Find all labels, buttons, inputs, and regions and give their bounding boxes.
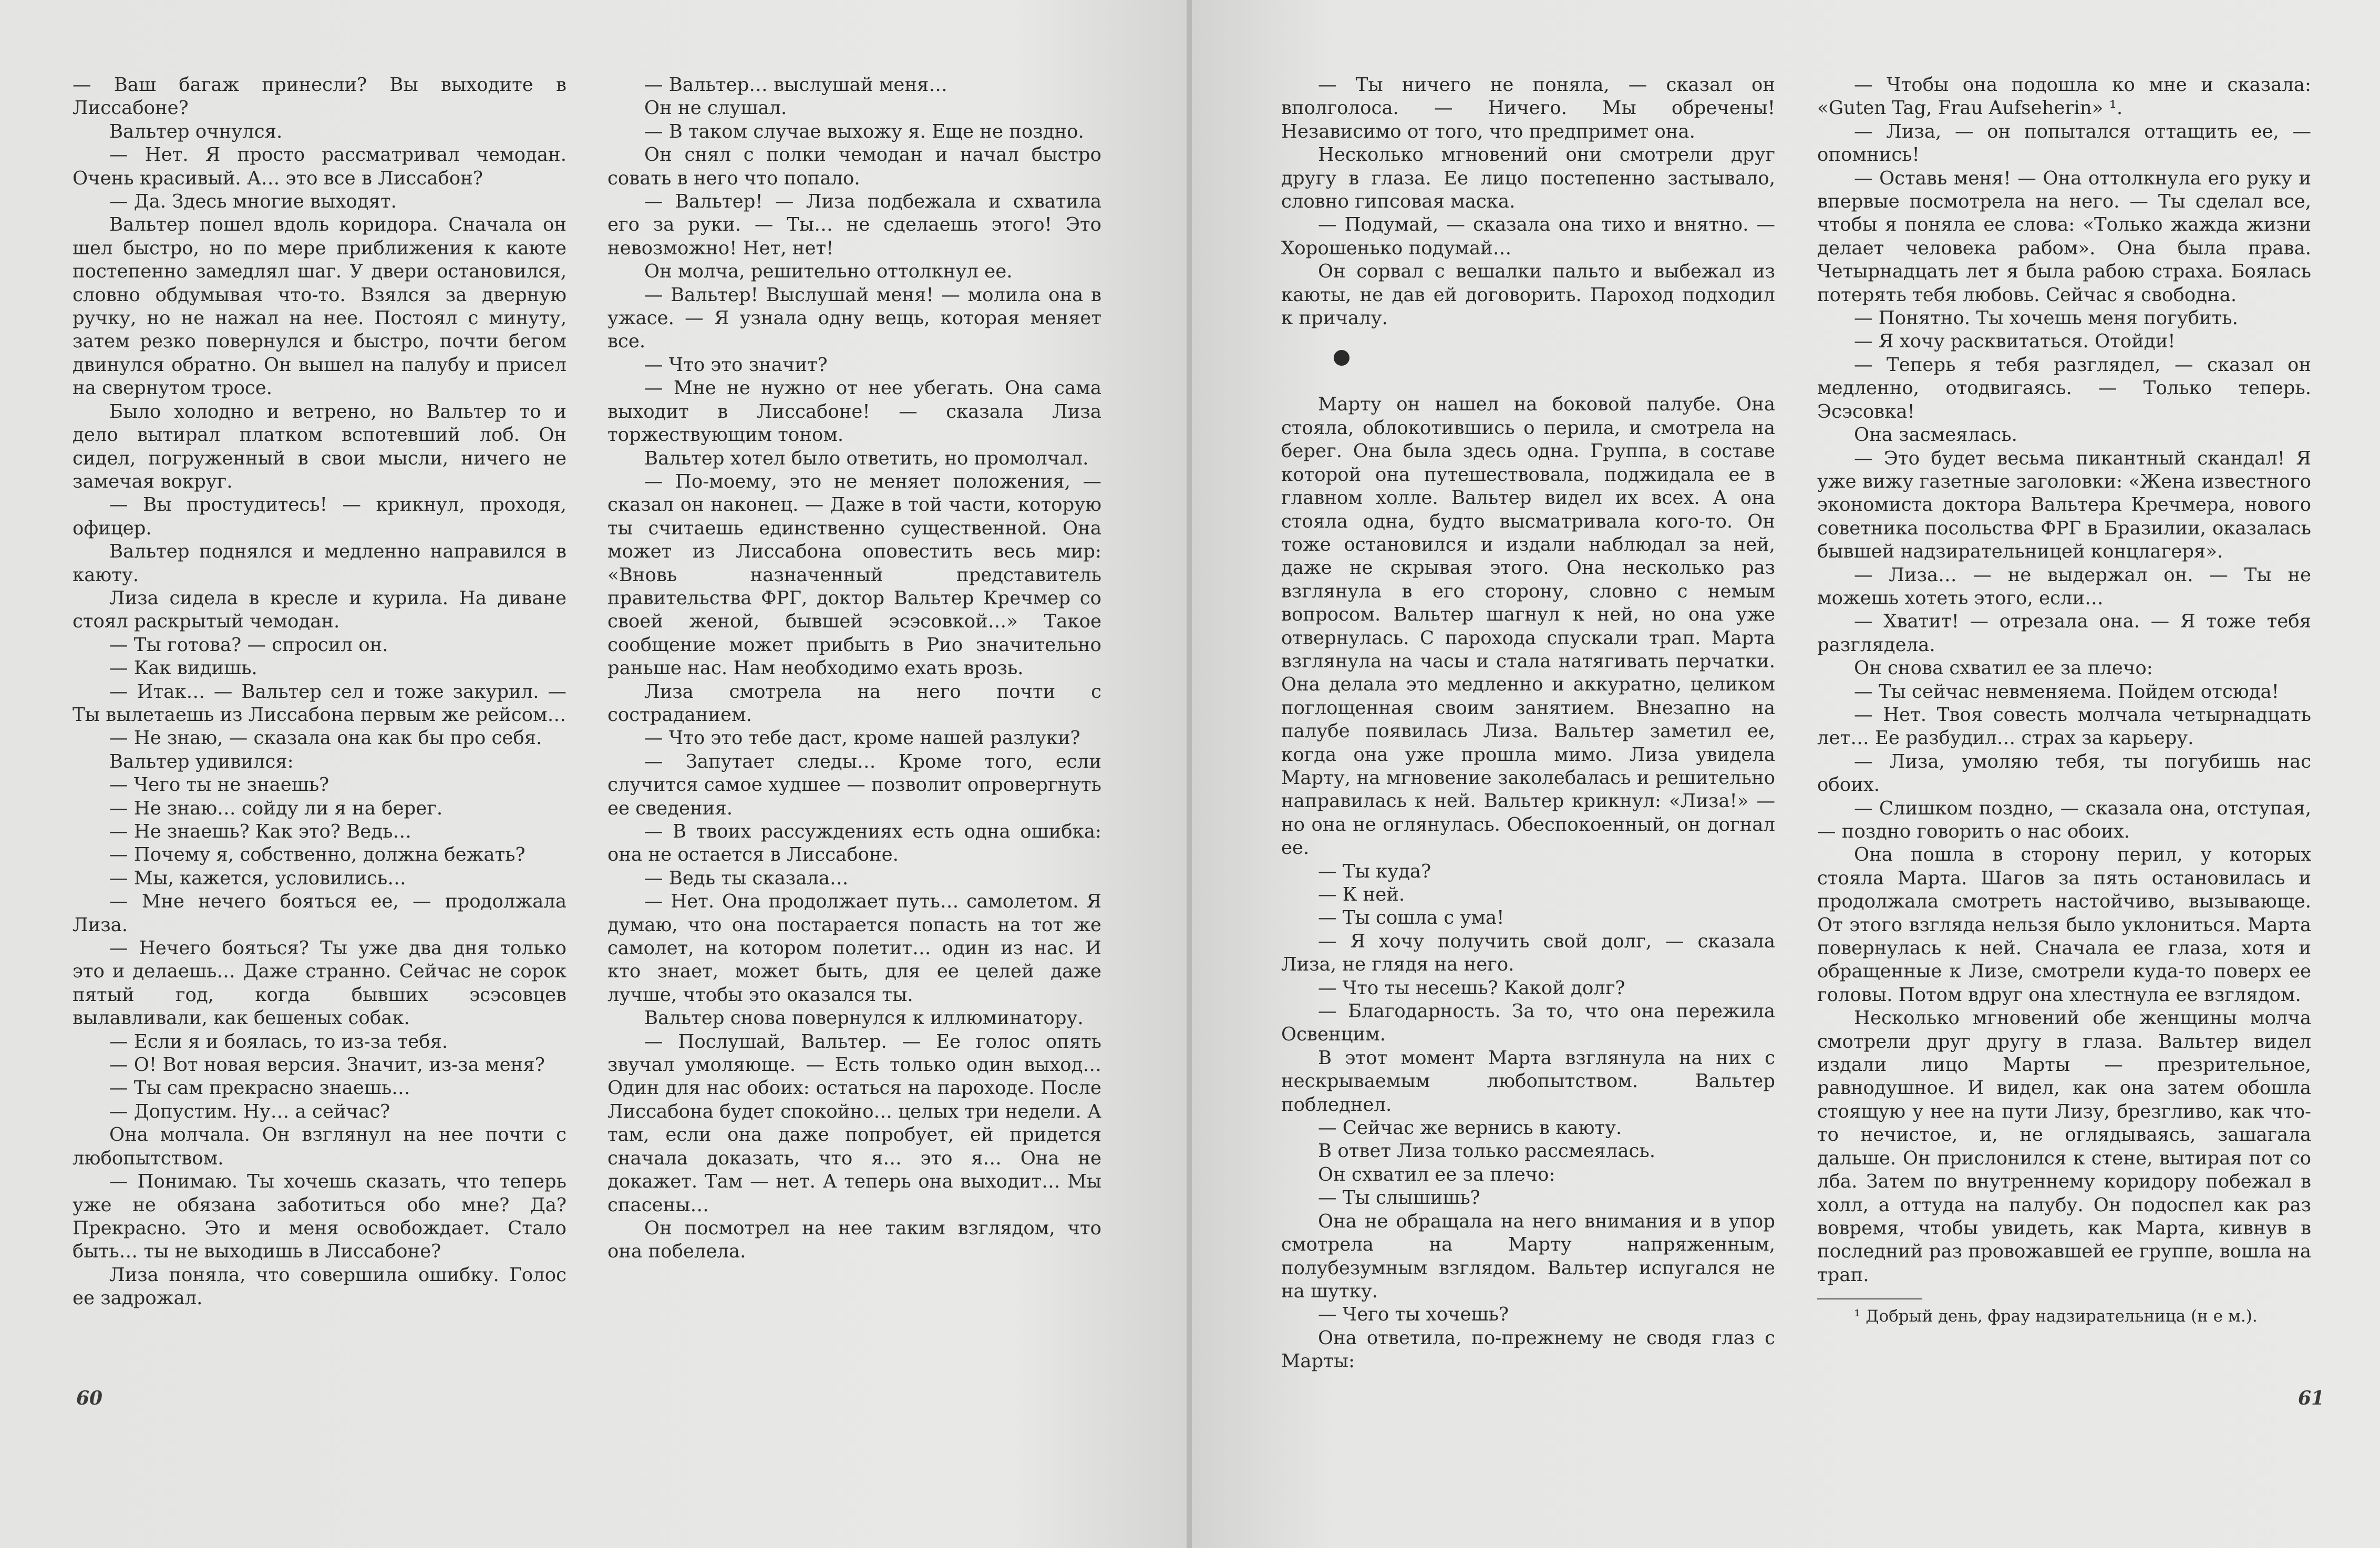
paragraph: Он снял с полки чемодан и начал быстро совать в него что попало. bbox=[607, 144, 1101, 189]
right-page-column-1 bbox=[1281, 74, 1775, 1374]
section-break-ornament bbox=[1281, 330, 1775, 393]
paragraph: — Ты куда? bbox=[1318, 860, 1431, 882]
paragraph: Было холодно и ветрено, но Вальтер то и дело вытирал платком вспотевший лоб. Он сидел, погруженный в свои мысли, ничего не замечая вокруг. bbox=[73, 400, 566, 492]
paragraph: — Хватит! — отрезала она. — Я тоже тебя разглядела. bbox=[1817, 611, 2311, 656]
paragraph: В ответ Лиза только рассмеялась. bbox=[1318, 1140, 1656, 1162]
paragraph: — Не знаю… сойду ли я на берег. bbox=[109, 797, 443, 819]
paragraph: Она ответила, по-прежнему не сводя глаз с Марты: bbox=[1281, 1327, 1775, 1372]
paragraph: — Мне не нужно от нее убегать. Она сама выходит в Лиссабоне! — сказала Лиза торжествующим тоном. bbox=[607, 377, 1101, 446]
paragraph: — В таком случае выхожу я. Еще не поздно. bbox=[644, 120, 1084, 142]
paragraph: — Нет. Твоя совесть молчала четырнадцать лет… Ее разбудил… страх за карьеру. bbox=[1817, 704, 2311, 749]
paragraph: — Слишком поздно, — сказала она, отступая, — поздно говорить о нас обоих. bbox=[1817, 797, 2311, 842]
paragraph: — Благодарность. За то, что она пережила Освенцим. bbox=[1281, 1000, 1775, 1046]
paragraph: Лиза поняла, что совершила ошибку. Голос ее задрожал. bbox=[73, 1264, 566, 1309]
paragraph: Она молчала. Он взглянул на нее почти с любопытством. bbox=[73, 1124, 566, 1169]
paragraph: — Мы, кажется, условились… bbox=[109, 867, 406, 889]
paragraph: Он молча, решительно оттолкнул ее. bbox=[644, 261, 1013, 283]
left-page-column-2 bbox=[607, 74, 1101, 1264]
paragraph: Несколько мгновений обе женщины молча смотрели друг другу в глаза. Вальтер видел издали лицо Марты — презрительное, равнодушное. И видел, как она затем обошла стоящую у нее на пути Лизу, брезгливо, как что-то нечистое, и, не оглядываясь, зашагала дальше. Он прислонился к стене, вытирая пот со лба. Затем по внутреннему коридору побежал в холл, а оттуда на палубу. Он подоспел как раз вовремя, чтобы увидеть, как Марта, кивнув в последний раз провожавшей ее группе, вошла на трап. bbox=[1817, 1007, 2311, 1286]
paragraph: — Мне нечего бояться ее, — продолжала Лиза. bbox=[73, 891, 566, 936]
paragraph: — Лиза, — он попытался оттащить ее, — опомнись! bbox=[1817, 120, 2311, 166]
paragraph: — К ней. bbox=[1318, 884, 1405, 905]
paragraph: Лиза сидела в кресле и курила. На диване стоял раскрытый чемодан. bbox=[73, 587, 566, 633]
paragraph: — Ты готова? — спросил он. bbox=[109, 634, 388, 656]
footnote-rule bbox=[1817, 1298, 1922, 1299]
paragraph: — Сейчас же вернись в каюту. bbox=[1318, 1117, 1622, 1139]
paragraph: — Ты сейчас невменяема. Пойдем отсюда! bbox=[1854, 680, 2279, 703]
paragraph: — Нет. Она продолжает путь… самолетом. Я думаю, что она постарается попасть на тот же самолет, на котором полетит… один из нас. И кто знает, может быть, для ее целей даже лучше, чтобы это оказался ты. bbox=[607, 891, 1101, 1006]
paragraph: Вальтер удивился: bbox=[109, 750, 294, 772]
paragraph: Лиза смотрела на него почти с состраданием. bbox=[607, 680, 1101, 726]
paragraph: Он снова схватил ее за плечо: bbox=[1854, 657, 2153, 679]
paragraph: — Подумай, — сказала она тихо и внятно. — Хорошенько подумай… bbox=[1281, 214, 1775, 259]
paragraph: — Итак… — Вальтер сел и тоже закурил. — Ты вылетаешь из Лиссабона первым же рейсом… bbox=[73, 680, 566, 726]
paragraph: — По-моему, это не меняет положения, — сказал он наконец. — Даже в той части, которую ты считаешь единственно существенной. Она может из Лиссабона оповестить весь мир: «Вновь назначенный представитель правительства ФРГ, доктор Вальтер Кречмер со своей женой, бывшей эсэсовкой…» Такое сообщение может прибыть в Рио значительно раньше нас. Нам необходимо ехать врозь. bbox=[607, 470, 1101, 679]
paragraph: — Запутает следы… Кроме того, если случится самое худшее — позволит опровергнуть ее сведения. bbox=[607, 750, 1101, 819]
section-break-dot-icon bbox=[1334, 350, 1349, 366]
paragraph: — Я хочу получить свой долг, — сказала Лиза, не глядя на него. bbox=[1281, 930, 1775, 976]
paragraph: — Лиза, умоляю тебя, ты погубишь нас обоих. bbox=[1817, 750, 2311, 796]
footnote: ¹ Добрый день, фрау надзирательница (н е м.). bbox=[1854, 1307, 2258, 1326]
paragraph: — Чтобы она подошла ко мне и сказала: «Guten Tag, Frau Aufseherin» ¹. bbox=[1817, 74, 2311, 119]
paragraph: Он схватил ее за плечо: bbox=[1318, 1163, 1555, 1185]
paragraph: Вальтер очнулся. bbox=[109, 120, 283, 142]
paragraph: Марту он нашел на боковой палубе. Она стояла, облокотившись о перила, и смотрела на берег. Она была здесь одна. Группа, в составе которой она путешествовала, поджидала ее в главном холле. Вальтер видел их всех. А она стояла одна, будто высматривала кого-то. Он тоже остановился и издали наблюдал за ней, даже не скрывая этого. Она несколько раз взглянула в его сторону, словно с немым вопросом. Вальтер шагнул к ней, но она уже отвернулась. С парохода спускали трап. Марта взглянула на часы и стала натягивать перчатки. Она делала это медленно и аккуратно, целиком поглощенная своим занятием. Внезапно на палубе появилась Лиза. Вальтер заметил ее, когда она уже прошла мимо. Лиза увидела Марту, на мгновение заколебалась и решительно направилась к ней. Вальтер крикнул: «Лиза!» — но она не оглянулась. Обеспокоенный, он догнал ее. bbox=[1281, 394, 1775, 859]
paragraph: В этот момент Марта взглянула на них с нескрываемым любопытством. Вальтер побледнел. bbox=[1281, 1047, 1775, 1116]
paragraph: — Ваш багаж принесли? Вы выходите в Лиссабоне? bbox=[73, 74, 566, 119]
paragraph: — Допустим. Ну… а сейчас? bbox=[109, 1100, 390, 1122]
left-page bbox=[0, 0, 1189, 1548]
paragraph: — О! Вот новая версия. Значит, из-за меня? bbox=[109, 1054, 545, 1076]
paragraph: — Почему я, собственно, должна бежать? bbox=[109, 844, 526, 866]
paragraph: Она пошла в сторону перил, у которых стояла Марта. Шагов за пять остановилась и продолжала смотреть настойчиво, вызывающе. От этого взгляда нельзя было уклониться. Марта повернулась к ней. Сначала ее глаза, хотя и обращенные к Лизе, смотрели куда-то поверх ее головы. Потом вдруг она хлестнула ее взглядом. bbox=[1817, 844, 2311, 1006]
paragraph: Он сорвал с вешалки пальто и выбежал из каюты, не дав ей договорить. Пароход подходил к причалу. bbox=[1281, 261, 1775, 329]
paragraph: Вальтер поднялся и медленно направился в каюту. bbox=[73, 541, 566, 586]
paragraph: Вальтер снова повернулся к иллюминатору. bbox=[644, 1007, 1084, 1029]
paragraph: — Понятно. Ты хочешь меня погубить. bbox=[1854, 307, 2238, 329]
paragraph: — Что это тебе даст, кроме нашей разлуки? bbox=[644, 727, 1080, 749]
paragraph: Вальтер хотел было ответить, но промолчал. bbox=[644, 447, 1089, 469]
paragraph: — Понимаю. Ты хочешь сказать, что теперь уже не обязана заботиться обо мне? Да? Прекрасно. Это и меня освобождает. Стало быть… ты не выходишь в Лиссабоне? bbox=[73, 1171, 566, 1263]
paragraph: Несколько мгновений они смотрели друг другу в глаза. Ее лицо постепенно застывало, словно гипсовая маска. bbox=[1281, 144, 1775, 213]
paragraph: — Ты слышишь? bbox=[1318, 1187, 1480, 1209]
right-page-column-2 bbox=[1817, 74, 2311, 1327]
paragraph: — Вальтер! — Лиза подбежала и схватила его за руки. — Ты… не сделаешь этого! Это невозможно! Нет, нет! bbox=[607, 191, 1101, 259]
paragraph: — Вальтер! Выслушай меня! — молила она в ужасе. — Я узнала одну вещь, которая меняет все. bbox=[607, 284, 1101, 353]
paragraph: — В твоих рассуждениях есть одна ошибка: она не остается в Лиссабоне. bbox=[607, 821, 1101, 866]
paragraph: — Нет. Я просто рассматривал чемодан. Очень красивый. А… это все в Лиссабон? bbox=[73, 144, 566, 189]
paragraph: — Не знаю, — сказала она как бы про себя. bbox=[109, 727, 542, 749]
paragraph: — Послушай, Вальтер. — Ее голос опять звучал умоляюще. — Есть только один выход… Один для нас обоих: остаться на пароходе. После Лиссабона будет спокойно… целых три недели. А там, если она даже попробует, ей придется сначала доказать, что я… это я… Она не докажет. Там — нет. А теперь она выходит… Мы спасены… bbox=[607, 1030, 1101, 1216]
paragraph: — Оставь меня! — Она оттолкнула его руку и впервые посмотрела на него. — Ты сделал все, чтобы я поняла ее слова: «Только жажда жизни делает человека рабом». Она была права. Четырнадцать лет я была рабою страха. Боялась потерять тебя любовь. Сейчас я свободна. bbox=[1817, 167, 2311, 306]
right-page bbox=[1192, 0, 2380, 1548]
paragraph: Вальтер пошел вдоль коридора. Сначала он шел быстро, но по мере приближения к каюте постепенно замедлял шаг. У двери остановился, словно обдумывая что-то. Взялся за дверную ручку, но не нажал на нее. Постоял с минуту, затем резко повернулся и быстро, почти бегом двинулся обратно. Он вышел на палубу и присел на свернутом тросе. bbox=[73, 214, 566, 399]
paragraph: — Теперь я тебя разглядел, — сказал он медленно, отодвигаясь. — Только теперь. Эсэсовка! bbox=[1817, 354, 2311, 422]
page-number-right: 61 bbox=[2298, 1387, 2325, 1409]
paragraph: — Лиза… — не выдержал он. — Ты не можешь хотеть этого, если… bbox=[1817, 564, 2311, 609]
paragraph: — Ты сам прекрасно знаешь… bbox=[109, 1077, 410, 1099]
paragraph: — Да. Здесь многие выходят. bbox=[109, 191, 397, 213]
paragraph: — Нечего бояться? Ты уже два дня только это и делаешь… Даже странно. Сейчас не сорок пятый год, когда бывших эсэсовцев вылавливали, как бешеных собак. bbox=[73, 937, 566, 1029]
page-number-left: 60 bbox=[76, 1387, 103, 1409]
paragraph: — Ведь ты сказала… bbox=[644, 867, 849, 889]
left-page-column-1 bbox=[73, 74, 566, 1310]
paragraph: — Чего ты не знаешь? bbox=[109, 774, 329, 796]
paragraph: Он посмотрел на нее таким взглядом, что она побелела. bbox=[607, 1217, 1101, 1263]
paragraph: — Ты сошла с ума! bbox=[1318, 907, 1505, 929]
paragraph: — Что это значит? bbox=[644, 354, 828, 376]
paragraph: — Ты ничего не поняла, — сказал он вполголоса. — Ничего. Мы обречены! Независимо от того, что предпримет она. bbox=[1281, 74, 1775, 142]
paragraph: — Не знаешь? Как это? Ведь… bbox=[109, 821, 411, 842]
paragraph: Она не обращала на него внимания и в упор смотрела на Марту напряженным, полубезумным взглядом. Вальтер испугался не на шутку. bbox=[1281, 1210, 1775, 1302]
paragraph: — Чего ты хочешь? bbox=[1318, 1304, 1509, 1326]
paragraph: — Это будет весьма пикантный скандал! Я уже вижу газетные заголовки: «Жена известного экономиста доктора Вальтера Кречмера, нового советника посольства ФРГ в Бразилии, оказалась бывшей надзирательницей концлагеря». bbox=[1817, 447, 2311, 563]
paragraph: Он не слушал. bbox=[644, 97, 787, 119]
paragraph: — Как видишь. bbox=[109, 657, 257, 679]
paragraph: — Вальтер… выслушай меня… bbox=[644, 74, 947, 96]
paragraph: — Если я и боялась, то из-за тебя. bbox=[109, 1030, 448, 1052]
paragraph: — Я хочу расквитаться. Отойди! bbox=[1854, 331, 2176, 353]
paragraph: Она засмеялась. bbox=[1854, 424, 2017, 446]
paragraph: — Вы простудитесь! — крикнул, проходя, офицер. bbox=[73, 494, 566, 539]
paragraph: — Что ты несешь? Какой долг? bbox=[1318, 977, 1625, 999]
